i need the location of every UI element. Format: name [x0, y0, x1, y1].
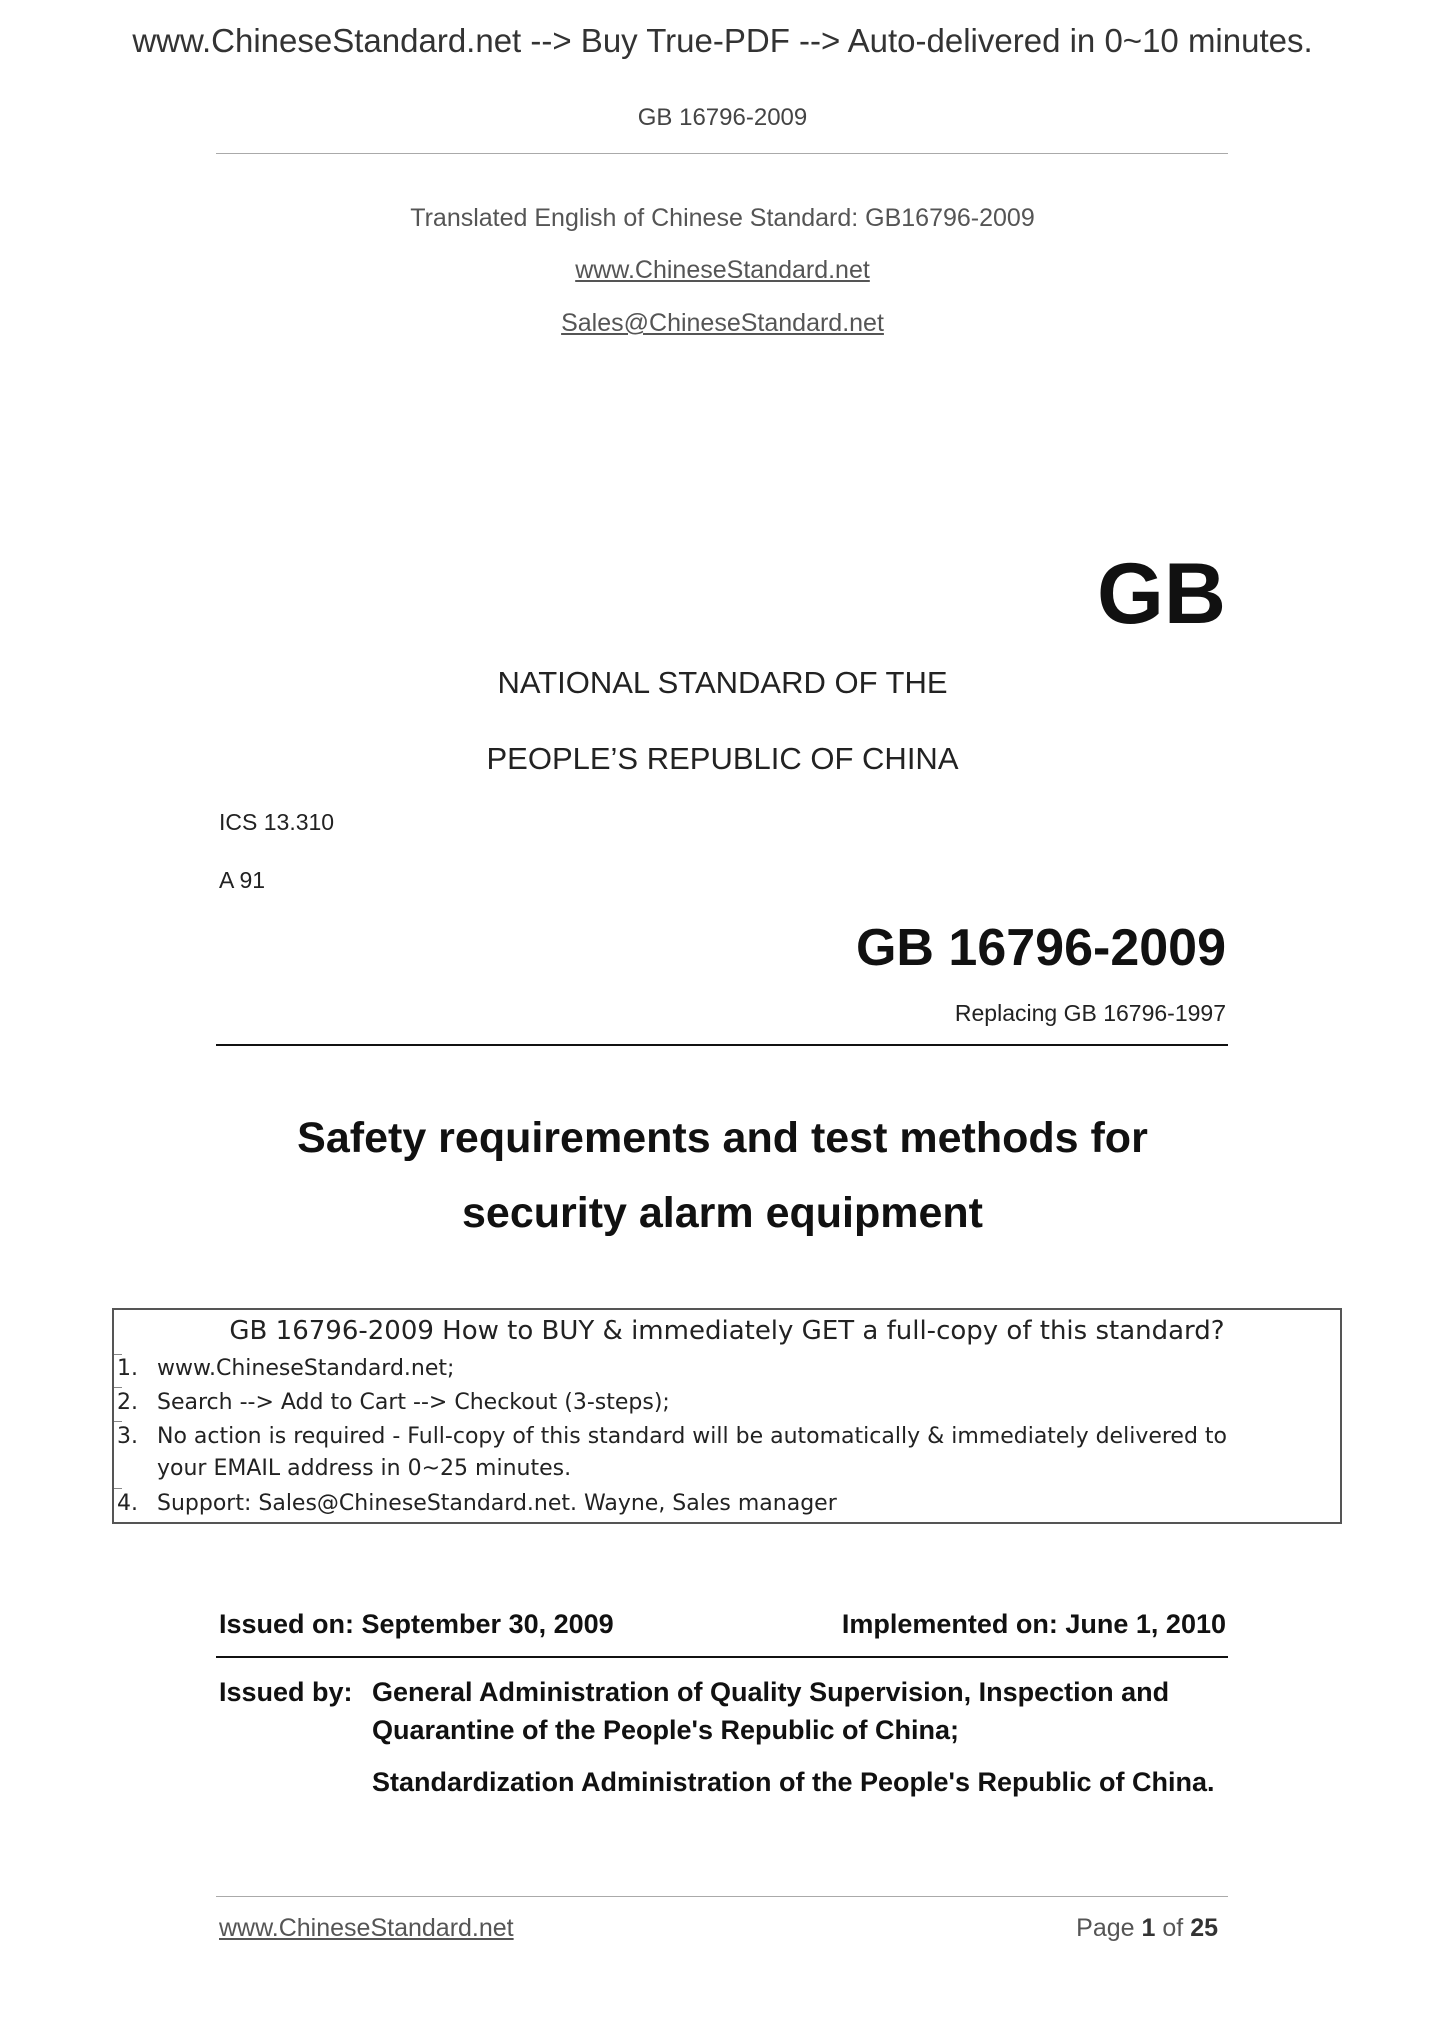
step-text[interactable]: www.ChineseStandard.net;: [157, 1356, 455, 1381]
purchase-box-heading: GB 16796-2009 How to BUY & immediately GET a full-copy of this standard?: [229, 1316, 1225, 1346]
document-title-line-2: security alarm equipment: [462, 1189, 983, 1237]
footer-website-link[interactable]: www.ChineseStandard.net: [219, 1914, 514, 1942]
title-divider: [216, 1044, 1228, 1046]
list-tick: [114, 1387, 122, 1388]
translated-note: Translated English of Chinese Standard: GB16796-2009: [410, 204, 1035, 232]
list-tick: [114, 1488, 122, 1489]
top-banner-text: www.ChineseStandard.net --> Buy True-PDF --> Auto-delivered in 0~10 minutes.: [132, 22, 1313, 59]
page-label: Page: [1076, 1914, 1135, 1942]
header-divider: [216, 153, 1228, 154]
page-of: of: [1162, 1914, 1184, 1942]
sales-email-link[interactable]: Sales@ChineseStandard.net: [561, 309, 884, 337]
purchase-info-box: [112, 1308, 1342, 1524]
step-text: Support: Sales@ChineseStandard.net. Wayne, Sales manager: [157, 1491, 837, 1516]
step-number: 2.: [117, 1390, 138, 1415]
issuing-organization-2: Standardization Administration of the People's Republic of China.: [372, 1767, 1215, 1797]
website-link[interactable]: www.ChineseStandard.net: [575, 256, 870, 284]
issuing-organization-1: General Administration of Quality Supervision, Inspection and Quarantine of the People's Republic of China;: [372, 1677, 1170, 1745]
document-title-line-1: Safety requirements and test methods for: [297, 1114, 1148, 1162]
purchase-step-3: [117, 1424, 1227, 1449]
step-number: 1.: [117, 1356, 138, 1381]
step-text: Search --> Add to Cart --> Checkout (3-steps);: [157, 1390, 670, 1415]
issue-divider: [216, 1656, 1228, 1658]
footer-divider: [216, 1896, 1228, 1897]
national-standard-line-2: PEOPLE’S REPUBLIC OF CHINA: [486, 741, 959, 776]
issued-on-date: Issued on: September 30, 2009: [219, 1609, 614, 1639]
replacing-note: Replacing GB 16796-1997: [954, 1000, 1226, 1026]
purchase-step-4: [117, 1491, 837, 1516]
step-text: No action is required - Full-copy of this standard will be automatically & immediately delivered to: [157, 1424, 1228, 1449]
ics-code: ICS 13.310: [219, 809, 335, 835]
list-tick: [114, 1354, 122, 1355]
page-current: 1: [1141, 1914, 1156, 1942]
purchase-step-1: [117, 1356, 454, 1381]
standard-number: GB 16796-2009: [855, 919, 1226, 977]
gb-logo: GB: [1097, 546, 1226, 642]
ccs-code: A 91: [219, 867, 266, 893]
implemented-on-date: Implemented on: June 1, 2010: [841, 1609, 1226, 1639]
step-number: 3.: [117, 1424, 138, 1449]
issued-by-label: Issued by:: [219, 1677, 353, 1707]
national-standard-line-1: NATIONAL STANDARD OF THE: [497, 665, 948, 700]
purchase-step-2: [117, 1390, 670, 1415]
purchase-step-3-continued: your EMAIL address in 0~25 minutes.: [157, 1456, 572, 1481]
page-total: 25: [1190, 1914, 1218, 1942]
header-standard-code: GB 16796-2009: [637, 104, 808, 131]
page-indicator: [1076, 1914, 1218, 1943]
step-number: 4.: [117, 1491, 138, 1516]
list-tick: [114, 1421, 122, 1422]
